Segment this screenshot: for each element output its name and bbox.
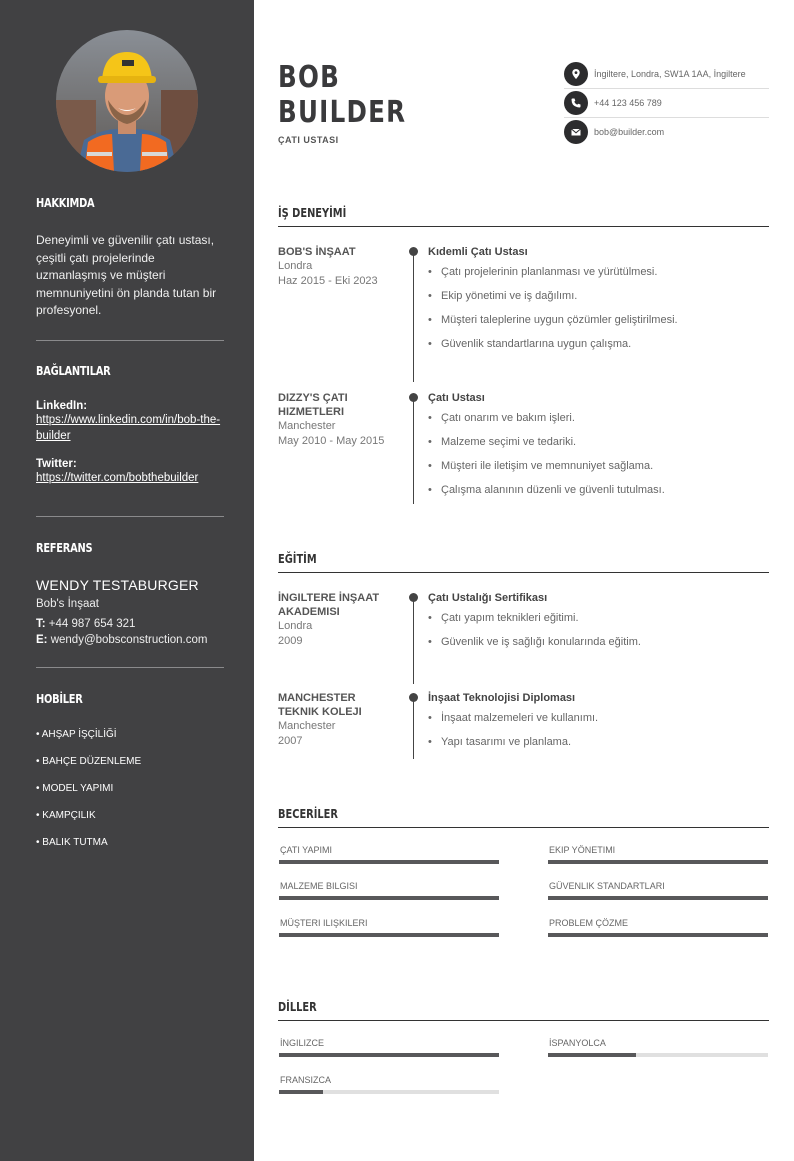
location: Manchester [278, 720, 336, 732]
sidebar-divider [36, 667, 224, 668]
language-item [548, 1037, 768, 1057]
location: Londra [278, 620, 313, 632]
dates: 2009 [278, 635, 303, 647]
twitter-label: Twitter: [36, 458, 77, 470]
bullet-item: • Güvenlik standartlarına uygun çalışma. [428, 337, 769, 351]
bullet-item: • Müşteri ile iletişim ve memnuniyet sağlama. [428, 459, 769, 473]
profile-photo [56, 30, 198, 172]
skill-bar-fill [279, 860, 499, 864]
reference-name: WENDY TESTABURGER [36, 577, 199, 593]
skill-bar [279, 933, 499, 937]
reference-email: E: wendy@bobsconstruction.com [36, 634, 208, 646]
linkedin-url[interactable]: https://www.linkedin.com/in/bob-the-builder [36, 414, 221, 442]
dates: Haz 2015 - Eki 2023 [278, 275, 378, 287]
reference-company: Bob's İnşaat [36, 598, 99, 610]
bullet-item: • Yapı tasarımı ve planlama. [428, 735, 769, 749]
language-bar-fill [279, 1090, 323, 1094]
hobby-item: • BAHÇE DÜZENLEME [36, 756, 142, 767]
role-title: Kıdemli Çatı Ustası [428, 246, 528, 258]
timeline-line [413, 598, 414, 684]
bullet-item: • İnşaat malzemeleri ve kullanımı. [428, 711, 769, 725]
skill-bar-fill [279, 933, 499, 937]
skill-bar [548, 933, 768, 937]
language-bar-fill [279, 1053, 499, 1057]
linkedin-label: LinkedIn: [36, 400, 88, 412]
address-text: İngiltere, Londra, SW1A 1AA, İngiltere [594, 69, 746, 79]
timeline-dot [409, 247, 418, 256]
skill-bar [548, 896, 768, 900]
about-title: HAKKIMDA [36, 196, 95, 210]
reference-phone: T: +44 987 654 321 [36, 618, 136, 630]
link-linkedin [36, 400, 224, 444]
links-title: BAĞLANTILAR [36, 364, 111, 378]
skill-item [548, 917, 768, 937]
skill-item [548, 880, 768, 900]
skill-bar [279, 896, 499, 900]
company-name: DIZZY'S ÇATI HIZMETLERI [278, 392, 348, 418]
experience-entry [278, 391, 769, 511]
education-entry [278, 691, 769, 761]
last-name: BUILDER [278, 95, 407, 130]
job-title: ÇATI USTASI [278, 135, 339, 145]
contact-email [564, 118, 769, 147]
school-name: MANCHESTER TEKNIK KOLEJI [278, 692, 362, 718]
hobbies-section [36, 692, 224, 863]
experience-entry [278, 245, 769, 385]
email-text: bob@builder.com [594, 127, 665, 137]
full-name [278, 60, 406, 130]
hobby-item: • BALIK TUTMA [36, 837, 108, 848]
hobby-item: • KAMPÇILIK [36, 810, 96, 821]
location: Manchester [278, 420, 336, 432]
education-entry [278, 591, 769, 681]
language-item [279, 1037, 499, 1057]
experience-title: İŞ DENEYİMİ [278, 206, 769, 227]
languages-title: DİLLER [278, 1000, 769, 1021]
sidebar-divider [36, 340, 224, 341]
skill-bar-fill [279, 896, 499, 900]
links-section [36, 364, 224, 486]
location-pin-icon [564, 62, 588, 86]
language-name: İNGILIZCE [280, 1038, 325, 1048]
timeline-line [413, 252, 414, 382]
skill-bar-fill [548, 860, 768, 864]
language-item [279, 1074, 499, 1094]
skill-name: ÇATI YAPIMI [280, 845, 333, 855]
reference-section [36, 541, 224, 648]
company-name: BOB'S İNŞAAT [278, 246, 356, 258]
language-name: İSPANYOLCA [549, 1038, 606, 1048]
bullet-item: • Müşteri taleplerine uygun çözümler geliştirilmesi. [428, 313, 769, 327]
skill-bar-fill [548, 896, 768, 900]
phone-icon [564, 91, 588, 115]
language-bar [279, 1090, 499, 1094]
reference-title: REFERANS [36, 541, 93, 555]
education-title: EĞİTİM [278, 552, 769, 573]
school-name: İNGILTERE İNŞAAT AKADEMISI [278, 592, 380, 618]
avatar [56, 30, 198, 172]
skill-item [279, 880, 499, 900]
phone-text: +44 123 456 789 [594, 98, 662, 108]
skill-name: MÜŞTERI ILIŞKILERI [280, 918, 368, 928]
bullet-item: • Çalışma alanının düzenli ve güvenli tutulması. [428, 483, 769, 497]
bullet-item: • Güvenlik ve iş sağlığı konularında eğitim. [428, 635, 769, 649]
skill-item [279, 917, 499, 937]
hobby-item: • AHŞAP İŞÇİLİĞİ [36, 729, 117, 740]
degree-title: Çatı Ustalığı Sertifikası [428, 592, 548, 604]
sidebar [0, 0, 254, 1161]
contact-list [564, 60, 769, 147]
skill-name: GÜVENLIK STANDARTLARI [549, 881, 665, 891]
sidebar-divider [36, 516, 224, 517]
language-bar-fill [548, 1053, 636, 1057]
language-bar [548, 1053, 768, 1057]
language-name: FRANSIZCA [280, 1075, 332, 1085]
envelope-icon [564, 120, 588, 144]
contact-phone [564, 89, 769, 118]
skill-item [548, 844, 768, 864]
degree-title: İnşaat Teknolojisi Diploması [428, 692, 576, 704]
bullet-item: • Çatı yapım teknikleri eğitimi. [428, 611, 769, 625]
skill-name: PROBLEM ÇÖZME [549, 918, 629, 928]
skills-title: BECERİLER [278, 807, 769, 828]
timeline-dot [409, 693, 418, 702]
bullet-item: • Çatı projelerinin planlanması ve yürütülmesi. [428, 265, 769, 279]
timeline-line [413, 698, 414, 759]
language-bar [279, 1053, 499, 1057]
skill-name: EKIP YÖNETIMI [549, 845, 616, 855]
location: Londra [278, 260, 313, 272]
bullet-item: • Çatı onarım ve bakım işleri. [428, 411, 769, 425]
link-twitter [36, 458, 224, 486]
contact-address [564, 60, 769, 89]
bullet-item: • Malzeme seçimi ve tedariki. [428, 435, 769, 449]
about-text: Deneyimli ve güvenilir çatı ustası, çeşitli çatı projelerinde uzmanlaşmış ve müşteri memnuniyetini ön planda tutan bir profesyonel. [36, 233, 217, 317]
timeline-dot [409, 593, 418, 602]
role-title: Çatı Ustası [428, 392, 485, 404]
skill-bar [548, 860, 768, 864]
skill-bar [279, 860, 499, 864]
skill-bar-fill [548, 933, 768, 937]
timeline-line [413, 398, 414, 504]
twitter-url[interactable]: https://twitter.com/bobthebuilder [36, 472, 199, 484]
skill-name: MALZEME BILGISI [280, 881, 358, 891]
skill-item [279, 844, 499, 864]
dates: May 2010 - May 2015 [278, 435, 385, 447]
timeline-dot [409, 393, 418, 402]
first-name: BOB [278, 60, 341, 95]
hobby-item: • MODEL YAPIMI [36, 783, 114, 794]
about-section [36, 196, 224, 320]
dates: 2007 [278, 735, 303, 747]
hobbies-title: HOBİLER [36, 692, 83, 706]
bullet-item: • Ekip yönetimi ve iş dağılımı. [428, 289, 769, 303]
